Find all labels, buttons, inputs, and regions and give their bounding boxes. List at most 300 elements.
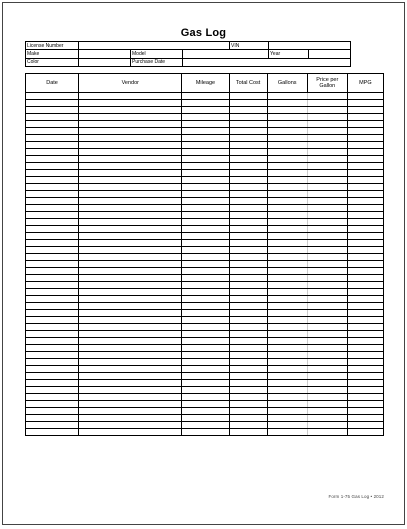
mpg-cell[interactable] — [347, 401, 383, 408]
mpg-cell[interactable] — [347, 142, 383, 149]
mpg-cell[interactable] — [347, 233, 383, 240]
total-cost-cell[interactable] — [229, 422, 267, 429]
price-per-gallon-cell[interactable] — [307, 345, 347, 352]
date-cell[interactable] — [26, 191, 79, 198]
gallons-cell[interactable] — [267, 100, 307, 107]
date-cell[interactable] — [26, 415, 79, 422]
mpg-cell[interactable] — [347, 114, 383, 121]
mpg-cell[interactable] — [347, 156, 383, 163]
mileage-cell[interactable] — [182, 359, 229, 366]
price-per-gallon-cell[interactable] — [307, 338, 347, 345]
date-cell[interactable] — [26, 254, 79, 261]
vendor-cell[interactable] — [79, 107, 182, 114]
gallons-cell[interactable] — [267, 107, 307, 114]
total-cost-cell[interactable] — [229, 345, 267, 352]
date-cell[interactable] — [26, 380, 79, 387]
total-cost-cell[interactable] — [229, 415, 267, 422]
mpg-cell[interactable] — [347, 135, 383, 142]
gallons-cell[interactable] — [267, 93, 307, 100]
date-cell[interactable] — [26, 373, 79, 380]
gallons-cell[interactable] — [267, 212, 307, 219]
mileage-cell[interactable] — [182, 163, 229, 170]
total-cost-cell[interactable] — [229, 205, 267, 212]
price-per-gallon-cell[interactable] — [307, 289, 347, 296]
total-cost-cell[interactable] — [229, 317, 267, 324]
date-cell[interactable] — [26, 121, 79, 128]
vendor-cell[interactable] — [79, 149, 182, 156]
gallons-cell[interactable] — [267, 387, 307, 394]
mpg-cell[interactable] — [347, 121, 383, 128]
price-per-gallon-cell[interactable] — [307, 380, 347, 387]
total-cost-cell[interactable] — [229, 219, 267, 226]
gallons-cell[interactable] — [267, 191, 307, 198]
price-per-gallon-cell[interactable] — [307, 233, 347, 240]
date-cell[interactable] — [26, 338, 79, 345]
total-cost-cell[interactable] — [229, 240, 267, 247]
total-cost-cell[interactable] — [229, 212, 267, 219]
price-per-gallon-cell[interactable] — [307, 422, 347, 429]
date-cell[interactable] — [26, 226, 79, 233]
gallons-cell[interactable] — [267, 338, 307, 345]
price-per-gallon-cell[interactable] — [307, 303, 347, 310]
vendor-cell[interactable] — [79, 317, 182, 324]
gallons-cell[interactable] — [267, 275, 307, 282]
date-cell[interactable] — [26, 331, 79, 338]
date-cell[interactable] — [26, 184, 79, 191]
vendor-cell[interactable] — [79, 303, 182, 310]
date-cell[interactable] — [26, 198, 79, 205]
date-cell[interactable] — [26, 324, 79, 331]
total-cost-cell[interactable] — [229, 268, 267, 275]
mpg-cell[interactable] — [347, 408, 383, 415]
mpg-cell[interactable] — [347, 331, 383, 338]
vendor-cell[interactable] — [79, 226, 182, 233]
price-per-gallon-cell[interactable] — [307, 296, 347, 303]
model-field[interactable] — [183, 50, 269, 58]
price-per-gallon-cell[interactable] — [307, 121, 347, 128]
gallons-cell[interactable] — [267, 233, 307, 240]
date-cell[interactable] — [26, 107, 79, 114]
vendor-cell[interactable] — [79, 324, 182, 331]
mileage-cell[interactable] — [182, 142, 229, 149]
price-per-gallon-cell[interactable] — [307, 401, 347, 408]
vendor-cell[interactable] — [79, 128, 182, 135]
mpg-cell[interactable] — [347, 107, 383, 114]
price-per-gallon-cell[interactable] — [307, 149, 347, 156]
gallons-cell[interactable] — [267, 142, 307, 149]
mileage-cell[interactable] — [182, 219, 229, 226]
mileage-cell[interactable] — [182, 254, 229, 261]
vendor-cell[interactable] — [79, 408, 182, 415]
vendor-cell[interactable] — [79, 387, 182, 394]
price-per-gallon-cell[interactable] — [307, 282, 347, 289]
mpg-cell[interactable] — [347, 205, 383, 212]
date-cell[interactable] — [26, 317, 79, 324]
mpg-cell[interactable] — [347, 226, 383, 233]
price-per-gallon-cell[interactable] — [307, 93, 347, 100]
gallons-cell[interactable] — [267, 177, 307, 184]
date-cell[interactable] — [26, 114, 79, 121]
mileage-cell[interactable] — [182, 387, 229, 394]
mileage-cell[interactable] — [182, 310, 229, 317]
total-cost-cell[interactable] — [229, 226, 267, 233]
price-per-gallon-cell[interactable] — [307, 352, 347, 359]
price-per-gallon-cell[interactable] — [307, 114, 347, 121]
date-cell[interactable] — [26, 177, 79, 184]
price-per-gallon-cell[interactable] — [307, 142, 347, 149]
gallons-cell[interactable] — [267, 114, 307, 121]
mileage-cell[interactable] — [182, 100, 229, 107]
mpg-cell[interactable] — [347, 219, 383, 226]
mpg-cell[interactable] — [347, 191, 383, 198]
vendor-cell[interactable] — [79, 184, 182, 191]
vendor-cell[interactable] — [79, 359, 182, 366]
mileage-cell[interactable] — [182, 121, 229, 128]
date-cell[interactable] — [26, 93, 79, 100]
total-cost-cell[interactable] — [229, 373, 267, 380]
date-cell[interactable] — [26, 170, 79, 177]
vendor-cell[interactable] — [79, 373, 182, 380]
date-cell[interactable] — [26, 261, 79, 268]
gallons-cell[interactable] — [267, 163, 307, 170]
mileage-cell[interactable] — [182, 226, 229, 233]
date-cell[interactable] — [26, 352, 79, 359]
price-per-gallon-cell[interactable] — [307, 191, 347, 198]
mileage-cell[interactable] — [182, 107, 229, 114]
mileage-cell[interactable] — [182, 212, 229, 219]
total-cost-cell[interactable] — [229, 310, 267, 317]
total-cost-cell[interactable] — [229, 401, 267, 408]
mileage-cell[interactable] — [182, 373, 229, 380]
vendor-cell[interactable] — [79, 114, 182, 121]
mileage-cell[interactable] — [182, 296, 229, 303]
vendor-cell[interactable] — [79, 366, 182, 373]
total-cost-cell[interactable] — [229, 135, 267, 142]
date-cell[interactable] — [26, 275, 79, 282]
gallons-cell[interactable] — [267, 268, 307, 275]
mileage-cell[interactable] — [182, 366, 229, 373]
gallons-cell[interactable] — [267, 317, 307, 324]
mileage-cell[interactable] — [182, 128, 229, 135]
total-cost-cell[interactable] — [229, 408, 267, 415]
mileage-cell[interactable] — [182, 338, 229, 345]
mileage-cell[interactable] — [182, 275, 229, 282]
total-cost-cell[interactable] — [229, 380, 267, 387]
gallons-cell[interactable] — [267, 345, 307, 352]
mpg-cell[interactable] — [347, 366, 383, 373]
price-per-gallon-cell[interactable] — [307, 415, 347, 422]
price-per-gallon-cell[interactable] — [307, 408, 347, 415]
mpg-cell[interactable] — [347, 100, 383, 107]
price-per-gallon-cell[interactable] — [307, 163, 347, 170]
gallons-cell[interactable] — [267, 352, 307, 359]
mileage-cell[interactable] — [182, 149, 229, 156]
mileage-cell[interactable] — [182, 135, 229, 142]
mpg-cell[interactable] — [347, 163, 383, 170]
price-per-gallon-cell[interactable] — [307, 387, 347, 394]
price-per-gallon-cell[interactable] — [307, 366, 347, 373]
mileage-cell[interactable] — [182, 205, 229, 212]
mileage-cell[interactable] — [182, 114, 229, 121]
gallons-cell[interactable] — [267, 226, 307, 233]
mileage-cell[interactable] — [182, 247, 229, 254]
vendor-cell[interactable] — [79, 205, 182, 212]
vendor-cell[interactable] — [79, 331, 182, 338]
mpg-cell[interactable] — [347, 373, 383, 380]
vendor-cell[interactable] — [79, 261, 182, 268]
gallons-cell[interactable] — [267, 429, 307, 436]
price-per-gallon-cell[interactable] — [307, 107, 347, 114]
mpg-cell[interactable] — [347, 247, 383, 254]
price-per-gallon-cell[interactable] — [307, 184, 347, 191]
gallons-cell[interactable] — [267, 219, 307, 226]
mileage-cell[interactable] — [182, 233, 229, 240]
mpg-cell[interactable] — [347, 338, 383, 345]
total-cost-cell[interactable] — [229, 338, 267, 345]
price-per-gallon-cell[interactable] — [307, 254, 347, 261]
total-cost-cell[interactable] — [229, 275, 267, 282]
total-cost-cell[interactable] — [229, 191, 267, 198]
mileage-cell[interactable] — [182, 268, 229, 275]
gallons-cell[interactable] — [267, 331, 307, 338]
vendor-cell[interactable] — [79, 219, 182, 226]
mileage-cell[interactable] — [182, 394, 229, 401]
color-field[interactable] — [79, 58, 131, 66]
total-cost-cell[interactable] — [229, 324, 267, 331]
total-cost-cell[interactable] — [229, 100, 267, 107]
total-cost-cell[interactable] — [229, 254, 267, 261]
vendor-cell[interactable] — [79, 422, 182, 429]
mileage-cell[interactable] — [182, 261, 229, 268]
gallons-cell[interactable] — [267, 415, 307, 422]
vendor-cell[interactable] — [79, 338, 182, 345]
vendor-cell[interactable] — [79, 268, 182, 275]
total-cost-cell[interactable] — [229, 394, 267, 401]
price-per-gallon-cell[interactable] — [307, 268, 347, 275]
gallons-cell[interactable] — [267, 205, 307, 212]
date-cell[interactable] — [26, 219, 79, 226]
price-per-gallon-cell[interactable] — [307, 135, 347, 142]
vin-field[interactable] — [269, 42, 351, 50]
date-cell[interactable] — [26, 135, 79, 142]
date-cell[interactable] — [26, 408, 79, 415]
gallons-cell[interactable] — [267, 310, 307, 317]
mpg-cell[interactable] — [347, 170, 383, 177]
vendor-cell[interactable] — [79, 296, 182, 303]
price-per-gallon-cell[interactable] — [307, 373, 347, 380]
mpg-cell[interactable] — [347, 387, 383, 394]
total-cost-cell[interactable] — [229, 198, 267, 205]
date-cell[interactable] — [26, 268, 79, 275]
price-per-gallon-cell[interactable] — [307, 261, 347, 268]
total-cost-cell[interactable] — [229, 429, 267, 436]
gallons-cell[interactable] — [267, 149, 307, 156]
total-cost-cell[interactable] — [229, 352, 267, 359]
gallons-cell[interactable] — [267, 366, 307, 373]
price-per-gallon-cell[interactable] — [307, 310, 347, 317]
vendor-cell[interactable] — [79, 345, 182, 352]
vendor-cell[interactable] — [79, 429, 182, 436]
mpg-cell[interactable] — [347, 415, 383, 422]
mileage-cell[interactable] — [182, 401, 229, 408]
mileage-cell[interactable] — [182, 422, 229, 429]
price-per-gallon-cell[interactable] — [307, 156, 347, 163]
total-cost-cell[interactable] — [229, 114, 267, 121]
mpg-cell[interactable] — [347, 380, 383, 387]
mileage-cell[interactable] — [182, 177, 229, 184]
gallons-cell[interactable] — [267, 261, 307, 268]
mpg-cell[interactable] — [347, 352, 383, 359]
gallons-cell[interactable] — [267, 128, 307, 135]
vendor-cell[interactable] — [79, 415, 182, 422]
date-cell[interactable] — [26, 100, 79, 107]
price-per-gallon-cell[interactable] — [307, 170, 347, 177]
mileage-cell[interactable] — [182, 345, 229, 352]
vendor-cell[interactable] — [79, 135, 182, 142]
gallons-cell[interactable] — [267, 282, 307, 289]
date-cell[interactable] — [26, 359, 79, 366]
gallons-cell[interactable] — [267, 254, 307, 261]
total-cost-cell[interactable] — [229, 149, 267, 156]
total-cost-cell[interactable] — [229, 156, 267, 163]
gallons-cell[interactable] — [267, 289, 307, 296]
mpg-cell[interactable] — [347, 324, 383, 331]
vendor-cell[interactable] — [79, 282, 182, 289]
vendor-cell[interactable] — [79, 254, 182, 261]
mileage-cell[interactable] — [182, 408, 229, 415]
total-cost-cell[interactable] — [229, 233, 267, 240]
vendor-cell[interactable] — [79, 121, 182, 128]
price-per-gallon-cell[interactable] — [307, 212, 347, 219]
mileage-cell[interactable] — [182, 352, 229, 359]
total-cost-cell[interactable] — [229, 93, 267, 100]
vendor-cell[interactable] — [79, 275, 182, 282]
vendor-cell[interactable] — [79, 170, 182, 177]
mpg-cell[interactable] — [347, 317, 383, 324]
price-per-gallon-cell[interactable] — [307, 331, 347, 338]
date-cell[interactable] — [26, 422, 79, 429]
mpg-cell[interactable] — [347, 422, 383, 429]
vendor-cell[interactable] — [79, 352, 182, 359]
date-cell[interactable] — [26, 296, 79, 303]
price-per-gallon-cell[interactable] — [307, 324, 347, 331]
total-cost-cell[interactable] — [229, 177, 267, 184]
date-cell[interactable] — [26, 142, 79, 149]
make-field[interactable] — [79, 50, 131, 58]
mpg-cell[interactable] — [347, 345, 383, 352]
price-per-gallon-cell[interactable] — [307, 177, 347, 184]
price-per-gallon-cell[interactable] — [307, 429, 347, 436]
gallons-cell[interactable] — [267, 240, 307, 247]
mpg-cell[interactable] — [347, 303, 383, 310]
mpg-cell[interactable] — [347, 275, 383, 282]
price-per-gallon-cell[interactable] — [307, 205, 347, 212]
total-cost-cell[interactable] — [229, 107, 267, 114]
date-cell[interactable] — [26, 282, 79, 289]
price-per-gallon-cell[interactable] — [307, 359, 347, 366]
date-cell[interactable] — [26, 310, 79, 317]
mpg-cell[interactable] — [347, 254, 383, 261]
mileage-cell[interactable] — [182, 93, 229, 100]
mpg-cell[interactable] — [347, 310, 383, 317]
vendor-cell[interactable] — [79, 163, 182, 170]
gallons-cell[interactable] — [267, 408, 307, 415]
mpg-cell[interactable] — [347, 394, 383, 401]
mileage-cell[interactable] — [182, 156, 229, 163]
date-cell[interactable] — [26, 240, 79, 247]
price-per-gallon-cell[interactable] — [307, 128, 347, 135]
mileage-cell[interactable] — [182, 317, 229, 324]
vendor-cell[interactable] — [79, 212, 182, 219]
mpg-cell[interactable] — [347, 296, 383, 303]
mpg-cell[interactable] — [347, 93, 383, 100]
gallons-cell[interactable] — [267, 380, 307, 387]
date-cell[interactable] — [26, 247, 79, 254]
mpg-cell[interactable] — [347, 212, 383, 219]
mpg-cell[interactable] — [347, 240, 383, 247]
mileage-cell[interactable] — [182, 331, 229, 338]
gallons-cell[interactable] — [267, 422, 307, 429]
date-cell[interactable] — [26, 366, 79, 373]
gallons-cell[interactable] — [267, 359, 307, 366]
vendor-cell[interactable] — [79, 142, 182, 149]
mpg-cell[interactable] — [347, 268, 383, 275]
total-cost-cell[interactable] — [229, 121, 267, 128]
total-cost-cell[interactable] — [229, 163, 267, 170]
total-cost-cell[interactable] — [229, 142, 267, 149]
mileage-cell[interactable] — [182, 191, 229, 198]
total-cost-cell[interactable] — [229, 261, 267, 268]
total-cost-cell[interactable] — [229, 387, 267, 394]
price-per-gallon-cell[interactable] — [307, 100, 347, 107]
mpg-cell[interactable] — [347, 289, 383, 296]
vendor-cell[interactable] — [79, 100, 182, 107]
mileage-cell[interactable] — [182, 282, 229, 289]
total-cost-cell[interactable] — [229, 303, 267, 310]
date-cell[interactable] — [26, 401, 79, 408]
mileage-cell[interactable] — [182, 380, 229, 387]
date-cell[interactable] — [26, 289, 79, 296]
mpg-cell[interactable] — [347, 282, 383, 289]
price-per-gallon-cell[interactable] — [307, 275, 347, 282]
mileage-cell[interactable] — [182, 324, 229, 331]
license-number-field[interactable] — [79, 42, 230, 50]
vendor-cell[interactable] — [79, 156, 182, 163]
gallons-cell[interactable] — [267, 296, 307, 303]
vendor-cell[interactable] — [79, 401, 182, 408]
mpg-cell[interactable] — [347, 359, 383, 366]
gallons-cell[interactable] — [267, 121, 307, 128]
total-cost-cell[interactable] — [229, 366, 267, 373]
price-per-gallon-cell[interactable] — [307, 219, 347, 226]
date-cell[interactable] — [26, 156, 79, 163]
price-per-gallon-cell[interactable] — [307, 317, 347, 324]
mpg-cell[interactable] — [347, 149, 383, 156]
mpg-cell[interactable] — [347, 198, 383, 205]
vendor-cell[interactable] — [79, 191, 182, 198]
total-cost-cell[interactable] — [229, 184, 267, 191]
gallons-cell[interactable] — [267, 170, 307, 177]
vendor-cell[interactable] — [79, 289, 182, 296]
mpg-cell[interactable] — [347, 177, 383, 184]
total-cost-cell[interactable] — [229, 289, 267, 296]
vendor-cell[interactable] — [79, 310, 182, 317]
mileage-cell[interactable] — [182, 240, 229, 247]
total-cost-cell[interactable] — [229, 359, 267, 366]
vendor-cell[interactable] — [79, 177, 182, 184]
purchase-date-field[interactable] — [183, 58, 351, 66]
vendor-cell[interactable] — [79, 240, 182, 247]
